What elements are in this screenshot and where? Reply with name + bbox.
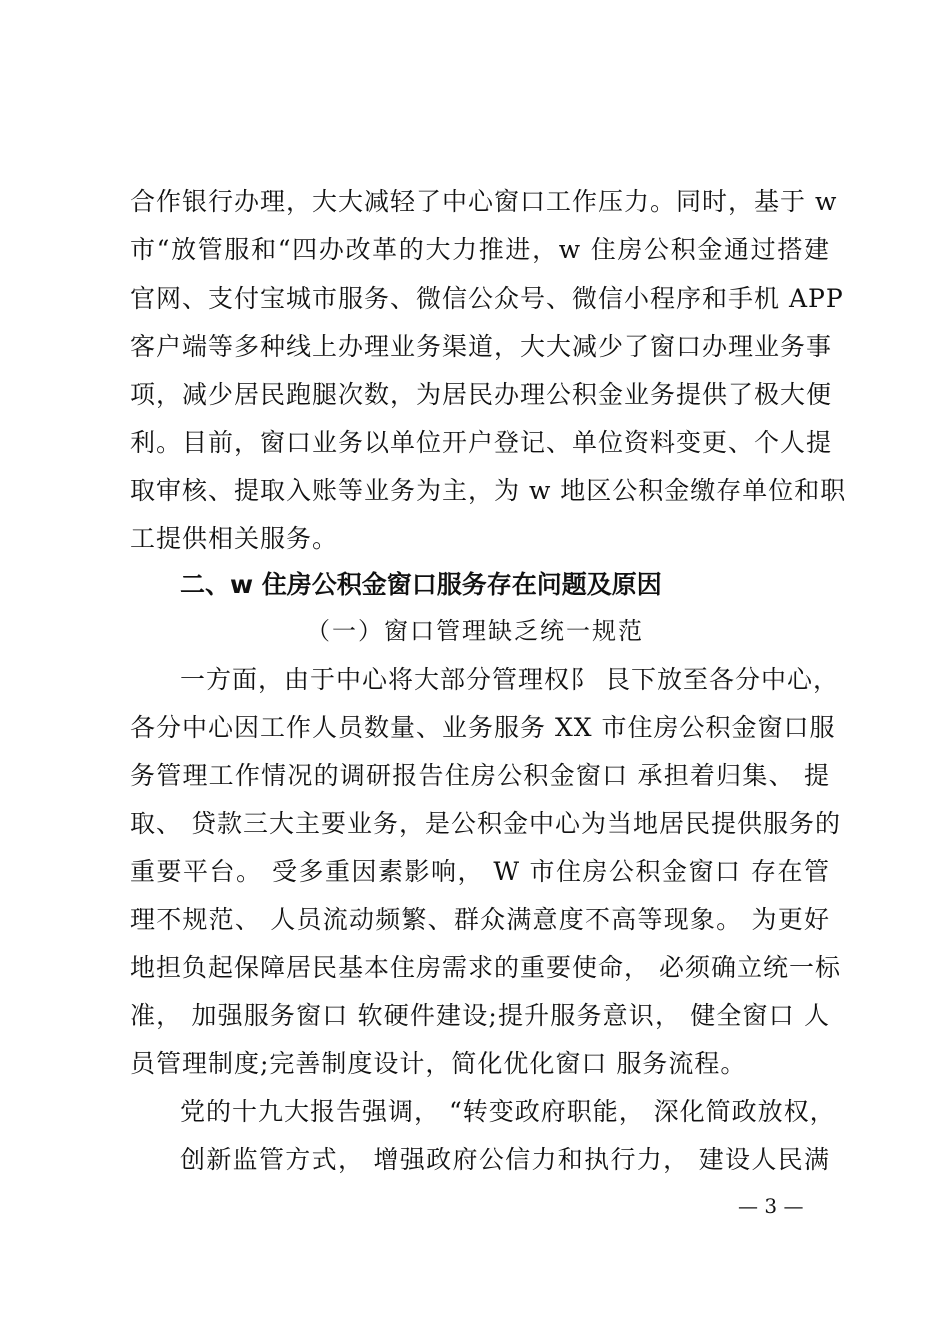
paragraph-2-line-8: 准， 加强服务窗口 软硬件建设;提升服务意识， 健全窗口 人 [130, 1001, 830, 1030]
paragraph-1-line-4: 客户端等多种线上办理业务渠道，大大减少了窗口办理业务事 [130, 332, 833, 361]
subsection-heading: （一）窗口管理缺乏统一规范 [306, 617, 644, 645]
paragraph-2-line-5: 重要平台。 受多重因素影响， W 市住房公积金窗口 存在管 [130, 857, 830, 886]
paragraph-2-line-4: 取、 贷款三大主要业务，是公积金中心为当地居民提供服务的 [130, 809, 841, 838]
paragraph-1-line-7: 取审核、提取入账等业务为主，为 w 地区公积金缴存单位和职 [130, 476, 847, 505]
paragraph-2-line-2: 各分中心因工作人员数量、业务服务 XX 市住房公积金窗口服 [130, 713, 836, 742]
section-heading: 二、w 住房公积金窗口服务存在问题及原因 [180, 570, 662, 599]
paragraph-2-line-6: 理不规范、 人员流动频繁、群众满意度不高等现象。 为更好 [130, 905, 830, 934]
paragraph-1-line-3: 官网、支付宝城市服务、微信公众号、微信小程序和手机 APP [130, 284, 844, 313]
paragraph-2-line-7: 地担负起保障居民基本住房需求的重要使命， 必须确立统一标 [130, 953, 841, 982]
paragraph-1-line-1: 合作银行办理，大大减轻了中心窗口工作压力。同时，基于 w [130, 187, 838, 216]
paragraph-1-line-6: 利。目前，窗口业务以单位开户登记、单位资料变更、个人提 [130, 428, 833, 457]
paragraph-2-line-9: 员管理制度;完善制度设计，简化优化窗口 服务流程。 [130, 1049, 747, 1078]
paragraph-1-line-8: 工提供相关服务。 [130, 524, 339, 553]
paragraph-1-line-2: 市“放管服和“四办改革的大力推进，w 住房公积金通过搭建 [130, 235, 830, 264]
paragraph-2-line-1: 一方面，由于中心将大部分管理权阝 艮下放至各分中心， [180, 665, 839, 694]
paragraph-2-line-3: 务管理工作情况的调研报告住房公积金窗口 承担着归集、 提 [130, 761, 830, 790]
page-number: — 3 — [738, 1194, 804, 1218]
paragraph-3-line-1: 党的十九大报告强调， “转变政府职能， 深化简政放权， [180, 1097, 836, 1126]
paragraph-1-line-5: 项，减少居民跑腿次数，为居民办理公积金业务提供了极大便 [130, 380, 833, 409]
paragraph-3-line-2: 创新监管方式， 增强政府公信力和执行力， 建设人民满 [180, 1145, 830, 1174]
